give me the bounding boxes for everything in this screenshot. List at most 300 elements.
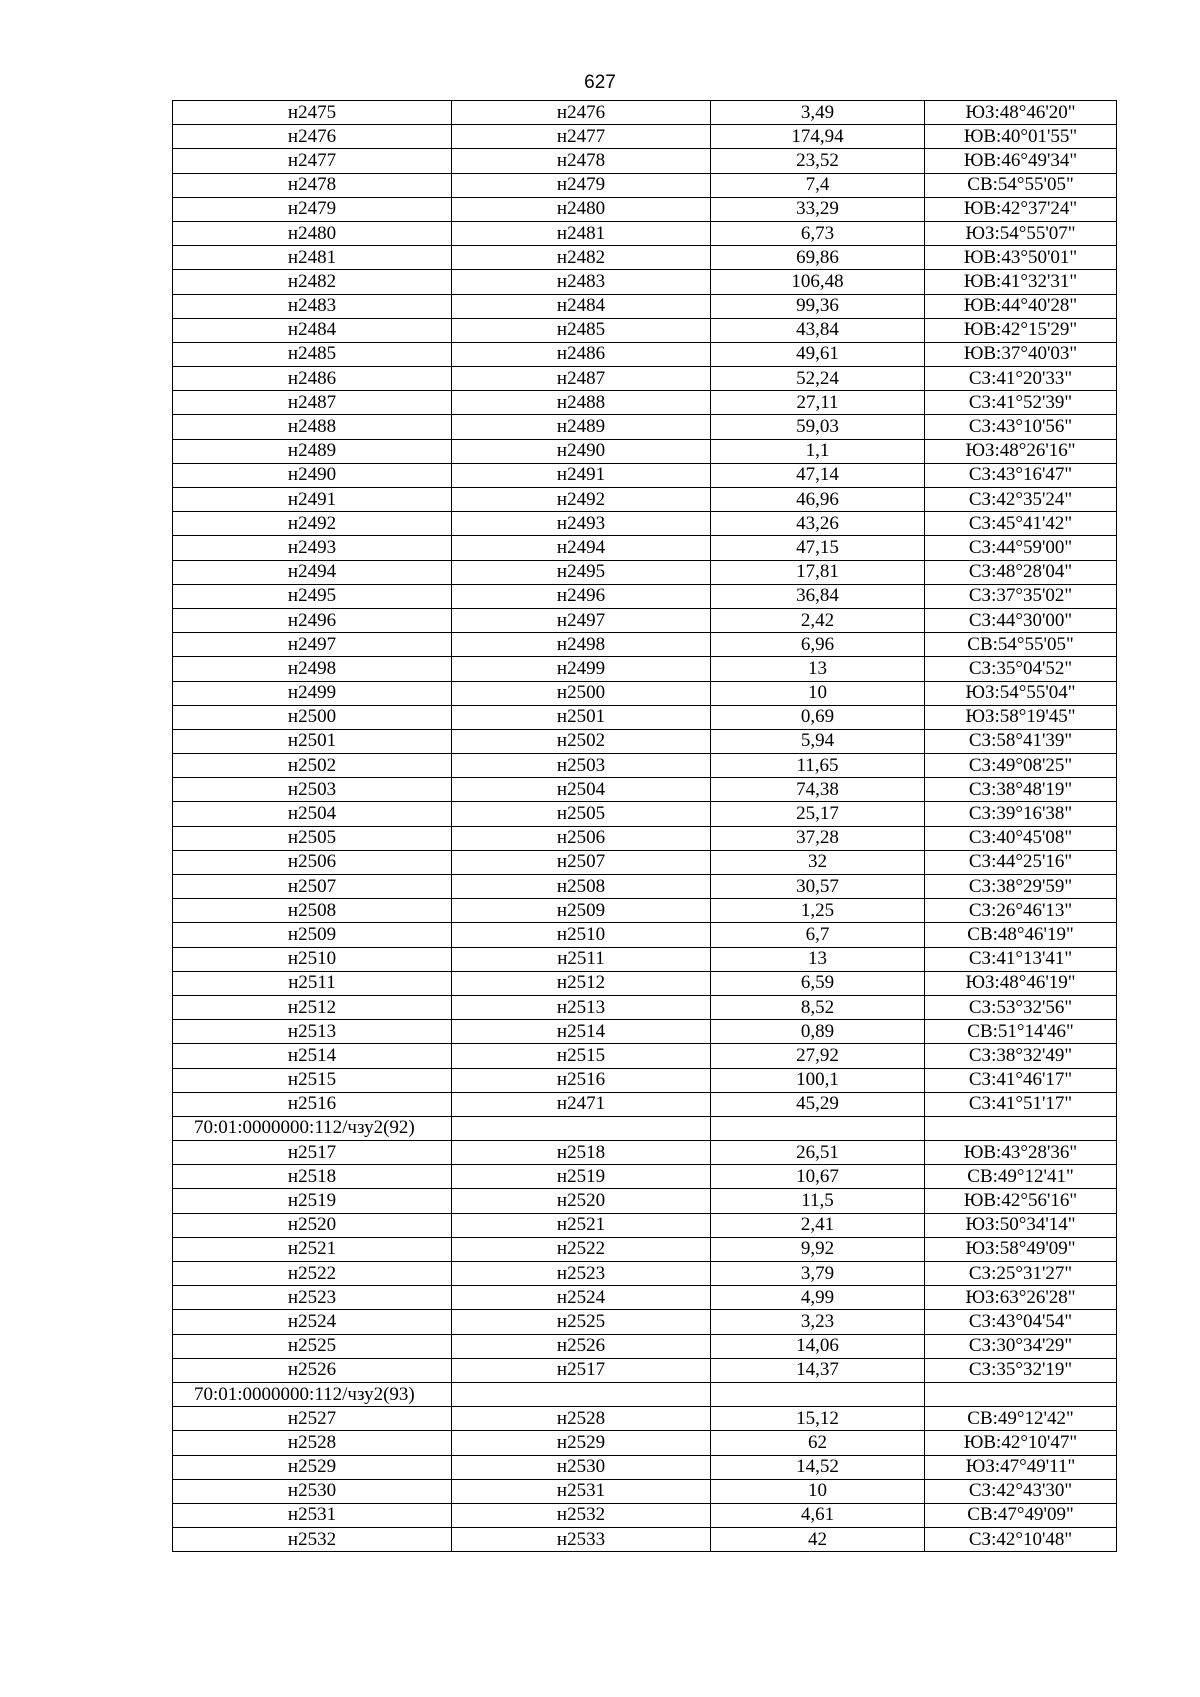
to-point-cell: н2520 (452, 1189, 711, 1213)
length-cell: 13 (711, 947, 925, 971)
empty-cell (925, 1116, 1117, 1140)
table-row (173, 367, 1117, 391)
to-point-cell: н2479 (452, 173, 711, 197)
bearing-cell: СЗ:26°46'13" (925, 899, 1117, 923)
bearing-cell: ЮВ:37°40'03" (925, 342, 1117, 366)
length-cell: 23,52 (711, 149, 925, 173)
from-point-cell: н2483 (173, 294, 452, 318)
to-point-cell: н2524 (452, 1286, 711, 1310)
empty-cell (711, 1382, 925, 1406)
table-row (173, 149, 1117, 173)
to-point-cell: н2507 (452, 850, 711, 874)
length-cell: 8,52 (711, 995, 925, 1019)
bearing-cell: ЮЗ:58°19'45" (925, 705, 1117, 729)
from-point-cell: н2485 (173, 342, 452, 366)
length-cell: 59,03 (711, 415, 925, 439)
to-point-cell: н2484 (452, 294, 711, 318)
table-row (173, 342, 1117, 366)
table-row (173, 584, 1117, 608)
from-point-cell: н2498 (173, 657, 452, 681)
length-cell: 6,7 (711, 923, 925, 947)
length-cell: 46,96 (711, 488, 925, 512)
bearing-cell: СЗ:40°45'08" (925, 826, 1117, 850)
to-point-cell: н2486 (452, 342, 711, 366)
to-point-cell: н2476 (452, 101, 711, 125)
length-cell: 10 (711, 681, 925, 705)
table-row (173, 391, 1117, 415)
to-point-cell: н2505 (452, 802, 711, 826)
from-point-cell: н2486 (173, 367, 452, 391)
to-point-cell: н2511 (452, 947, 711, 971)
length-cell: 2,41 (711, 1213, 925, 1237)
table-row (173, 1141, 1117, 1165)
table-row (173, 536, 1117, 560)
to-point-cell: н2522 (452, 1237, 711, 1261)
bearing-cell: СЗ:39°16'38" (925, 802, 1117, 826)
page-number: 627 (584, 72, 616, 93)
from-point-cell: н2528 (173, 1431, 452, 1455)
table-row (173, 875, 1117, 899)
to-point-cell: н2521 (452, 1213, 711, 1237)
bearing-cell: ЮВ:41°32'31" (925, 270, 1117, 294)
from-point-cell: н2519 (173, 1189, 452, 1213)
to-point-cell: н2494 (452, 536, 711, 560)
length-cell: 14,06 (711, 1334, 925, 1358)
from-point-cell: н2518 (173, 1165, 452, 1189)
table-row (173, 463, 1117, 487)
to-point-cell: н2487 (452, 367, 711, 391)
to-point-cell: н2493 (452, 512, 711, 536)
from-point-cell: н2477 (173, 149, 452, 173)
length-cell: 10,67 (711, 1165, 925, 1189)
to-point-cell: н2525 (452, 1310, 711, 1334)
length-cell: 0,69 (711, 705, 925, 729)
table-row (173, 125, 1117, 149)
length-cell: 45,29 (711, 1092, 925, 1116)
bearing-cell: СЗ:43°04'54" (925, 1310, 1117, 1334)
from-point-cell: н2505 (173, 826, 452, 850)
bearing-cell: СЗ:45°41'42" (925, 512, 1117, 536)
from-point-cell: н2522 (173, 1262, 452, 1286)
bearing-cell: ЮЗ:48°26'16" (925, 439, 1117, 463)
from-point-cell: н2506 (173, 850, 452, 874)
length-cell: 0,89 (711, 1020, 925, 1044)
table-row (173, 899, 1117, 923)
from-point-cell: н2520 (173, 1213, 452, 1237)
table-row (173, 1286, 1117, 1310)
to-point-cell: н2533 (452, 1528, 711, 1552)
table-row (173, 802, 1117, 826)
bearing-cell: ЮВ:42°10'47" (925, 1431, 1117, 1455)
table-row (173, 197, 1117, 221)
bearing-cell: ЮВ:40°01'55" (925, 125, 1117, 149)
from-point-cell: н2499 (173, 681, 452, 705)
to-point-cell: н2506 (452, 826, 711, 850)
from-point-cell: н2516 (173, 1092, 452, 1116)
to-point-cell: н2478 (452, 149, 711, 173)
bearing-cell: СЗ:42°35'24" (925, 488, 1117, 512)
length-cell: 14,52 (711, 1455, 925, 1479)
table-row (173, 1334, 1117, 1358)
table-row (173, 560, 1117, 584)
to-point-cell: н2482 (452, 246, 711, 270)
length-cell: 36,84 (711, 584, 925, 608)
length-cell: 106,48 (711, 270, 925, 294)
bearing-cell: СЗ:41°52'39" (925, 391, 1117, 415)
table-row (173, 608, 1117, 632)
from-point-cell: н2497 (173, 633, 452, 657)
length-cell: 4,99 (711, 1286, 925, 1310)
from-point-cell: н2508 (173, 899, 452, 923)
from-point-cell: н2531 (173, 1503, 452, 1527)
from-point-cell: н2527 (173, 1407, 452, 1431)
bearing-cell: СЗ:42°43'30" (925, 1479, 1117, 1503)
to-point-cell: н2516 (452, 1068, 711, 1092)
table-row (173, 729, 1117, 753)
from-point-cell: н2494 (173, 560, 452, 584)
length-cell: 47,15 (711, 536, 925, 560)
length-cell: 37,28 (711, 826, 925, 850)
to-point-cell: н2514 (452, 1020, 711, 1044)
bearing-cell: СЗ:43°10'56" (925, 415, 1117, 439)
to-point-cell: н2471 (452, 1092, 711, 1116)
length-cell: 15,12 (711, 1407, 925, 1431)
from-point-cell: н2504 (173, 802, 452, 826)
length-cell: 52,24 (711, 367, 925, 391)
length-cell: 69,86 (711, 246, 925, 270)
empty-cell (452, 1382, 711, 1406)
length-cell: 74,38 (711, 778, 925, 802)
to-point-cell: н2504 (452, 778, 711, 802)
table-row (173, 947, 1117, 971)
table-row (173, 294, 1117, 318)
boundary-segments-table (172, 100, 1117, 1552)
table-row (173, 995, 1117, 1019)
from-point-cell: н2529 (173, 1455, 452, 1479)
to-point-cell: н2523 (452, 1262, 711, 1286)
table-row (173, 705, 1117, 729)
bearing-cell: СВ:54°55'05" (925, 173, 1117, 197)
bearing-cell: СЗ:58°41'39" (925, 729, 1117, 753)
from-point-cell: н2476 (173, 125, 452, 149)
length-cell: 49,61 (711, 342, 925, 366)
to-point-cell: н2489 (452, 415, 711, 439)
parcel-header-row (173, 1382, 1117, 1406)
to-point-cell: н2497 (452, 608, 711, 632)
length-cell: 1,25 (711, 899, 925, 923)
length-cell: 27,11 (711, 391, 925, 415)
length-cell: 3,49 (711, 101, 925, 125)
bearing-cell: ЮЗ:63°26'28" (925, 1286, 1117, 1310)
bearing-cell: ЮЗ:47°49'11" (925, 1455, 1117, 1479)
table-row (173, 221, 1117, 245)
length-cell: 33,29 (711, 197, 925, 221)
table-row (173, 318, 1117, 342)
length-cell: 11,65 (711, 754, 925, 778)
length-cell: 174,94 (711, 125, 925, 149)
bearing-cell: СЗ:35°32'19" (925, 1358, 1117, 1382)
from-point-cell: н2484 (173, 318, 452, 342)
to-point-cell: н2530 (452, 1455, 711, 1479)
bearing-cell: ЮЗ:58°49'09" (925, 1237, 1117, 1261)
to-point-cell: н2485 (452, 318, 711, 342)
length-cell: 6,96 (711, 633, 925, 657)
to-point-cell: н2477 (452, 125, 711, 149)
from-point-cell: н2492 (173, 512, 452, 536)
bearing-cell: СЗ:44°25'16" (925, 850, 1117, 874)
to-point-cell: н2496 (452, 584, 711, 608)
to-point-cell: н2483 (452, 270, 711, 294)
bearing-cell: СВ:49°12'41" (925, 1165, 1117, 1189)
length-cell: 5,94 (711, 729, 925, 753)
to-point-cell: н2481 (452, 221, 711, 245)
to-point-cell: н2518 (452, 1141, 711, 1165)
from-point-cell: н2479 (173, 197, 452, 221)
length-cell: 14,37 (711, 1358, 925, 1382)
length-cell: 3,23 (711, 1310, 925, 1334)
bearing-cell: ЮВ:46°49'34" (925, 149, 1117, 173)
to-point-cell: н2488 (452, 391, 711, 415)
table-row (173, 778, 1117, 802)
from-point-cell: н2532 (173, 1528, 452, 1552)
from-point-cell: н2478 (173, 173, 452, 197)
bearing-cell: СЗ:35°04'52" (925, 657, 1117, 681)
empty-cell (711, 1116, 925, 1140)
to-point-cell: н2531 (452, 1479, 711, 1503)
table-row (173, 1237, 1117, 1261)
to-point-cell: н2500 (452, 681, 711, 705)
table-row (173, 1092, 1117, 1116)
from-point-cell: н2488 (173, 415, 452, 439)
length-cell: 32 (711, 850, 925, 874)
from-point-cell: н2487 (173, 391, 452, 415)
bearing-cell: СВ:49°12'42" (925, 1407, 1117, 1431)
table-row (173, 1189, 1117, 1213)
from-point-cell: н2514 (173, 1044, 452, 1068)
bearing-cell: ЮВ:42°56'16" (925, 1189, 1117, 1213)
length-cell: 43,84 (711, 318, 925, 342)
table-row (173, 1068, 1117, 1092)
bearing-cell: ЮЗ:50°34'14" (925, 1213, 1117, 1237)
table-row (173, 439, 1117, 463)
from-point-cell: н2530 (173, 1479, 452, 1503)
bearing-cell: ЮВ:43°28'36" (925, 1141, 1117, 1165)
length-cell: 13 (711, 657, 925, 681)
table-row (173, 1431, 1117, 1455)
table-row (173, 1407, 1117, 1431)
bearing-cell: СВ:48°46'19" (925, 923, 1117, 947)
to-point-cell: н2529 (452, 1431, 711, 1455)
to-point-cell: н2502 (452, 729, 711, 753)
from-point-cell: н2512 (173, 995, 452, 1019)
table-row (173, 1262, 1117, 1286)
bearing-cell: СЗ:38°32'49" (925, 1044, 1117, 1068)
length-cell: 17,81 (711, 560, 925, 584)
parcel-header-row (173, 1116, 1117, 1140)
from-point-cell: н2503 (173, 778, 452, 802)
length-cell: 1,1 (711, 439, 925, 463)
bearing-cell: ЮЗ:48°46'20" (925, 101, 1117, 125)
from-point-cell: н2495 (173, 584, 452, 608)
to-point-cell: н2528 (452, 1407, 711, 1431)
bearing-cell: СЗ:38°48'19" (925, 778, 1117, 802)
table-row (173, 1479, 1117, 1503)
bearing-cell: ЮВ:43°50'01" (925, 246, 1117, 270)
bearing-cell: СЗ:48°28'04" (925, 560, 1117, 584)
to-point-cell: н2517 (452, 1358, 711, 1382)
bearing-cell: СВ:54°55'05" (925, 633, 1117, 657)
length-cell: 30,57 (711, 875, 925, 899)
from-point-cell: н2515 (173, 1068, 452, 1092)
table-row (173, 1020, 1117, 1044)
table-row (173, 923, 1117, 947)
to-point-cell: н2526 (452, 1334, 711, 1358)
bearing-cell: СЗ:30°34'29" (925, 1334, 1117, 1358)
bearing-cell: ЮВ:42°37'24" (925, 197, 1117, 221)
table-row (173, 415, 1117, 439)
from-point-cell: н2517 (173, 1141, 452, 1165)
from-point-cell: н2493 (173, 536, 452, 560)
length-cell: 10 (711, 1479, 925, 1503)
from-point-cell: н2502 (173, 754, 452, 778)
length-cell: 2,42 (711, 608, 925, 632)
from-point-cell: н2524 (173, 1310, 452, 1334)
length-cell: 4,61 (711, 1503, 925, 1527)
length-cell: 7,4 (711, 173, 925, 197)
table-row (173, 850, 1117, 874)
table-row (173, 1213, 1117, 1237)
from-point-cell: н2496 (173, 608, 452, 632)
to-point-cell: н2492 (452, 488, 711, 512)
table-row (173, 173, 1117, 197)
bearing-cell: СЗ:53°32'56" (925, 995, 1117, 1019)
to-point-cell: н2480 (452, 197, 711, 221)
to-point-cell: н2508 (452, 875, 711, 899)
to-point-cell: н2499 (452, 657, 711, 681)
from-point-cell: н2510 (173, 947, 452, 971)
bearing-cell: СЗ:43°16'47" (925, 463, 1117, 487)
length-cell: 99,36 (711, 294, 925, 318)
from-point-cell: н2511 (173, 971, 452, 995)
from-point-cell: н2507 (173, 875, 452, 899)
length-cell: 26,51 (711, 1141, 925, 1165)
table-row (173, 754, 1117, 778)
from-point-cell: н2482 (173, 270, 452, 294)
length-cell: 62 (711, 1431, 925, 1455)
to-point-cell: н2513 (452, 995, 711, 1019)
to-point-cell: н2498 (452, 633, 711, 657)
from-point-cell: н2489 (173, 439, 452, 463)
bearing-cell: ЮВ:44°40'28" (925, 294, 1117, 318)
table-row (173, 681, 1117, 705)
table-row (173, 101, 1117, 125)
from-point-cell: н2491 (173, 488, 452, 512)
table-row (173, 1044, 1117, 1068)
length-cell: 11,5 (711, 1189, 925, 1213)
bearing-cell: СЗ:41°46'17" (925, 1068, 1117, 1092)
bearing-cell: СЗ:42°10'48" (925, 1528, 1117, 1552)
parcel-label: 70:01:0000000:112/чзу2(93) (173, 1382, 452, 1406)
table-row (173, 826, 1117, 850)
length-cell: 27,92 (711, 1044, 925, 1068)
bearing-cell: СЗ:38°29'59" (925, 875, 1117, 899)
table-row (173, 1165, 1117, 1189)
to-point-cell: н2490 (452, 439, 711, 463)
length-cell: 47,14 (711, 463, 925, 487)
from-point-cell: н2509 (173, 923, 452, 947)
length-cell: 6,59 (711, 971, 925, 995)
bearing-cell: СЗ:49°08'25" (925, 754, 1117, 778)
from-point-cell: н2490 (173, 463, 452, 487)
from-point-cell: н2500 (173, 705, 452, 729)
table-row (173, 633, 1117, 657)
from-point-cell: н2480 (173, 221, 452, 245)
table-row (173, 512, 1117, 536)
length-cell: 6,73 (711, 221, 925, 245)
table-row (173, 270, 1117, 294)
bearing-cell: ЮЗ:48°46'19" (925, 971, 1117, 995)
from-point-cell: н2523 (173, 1286, 452, 1310)
table-row (173, 1358, 1117, 1382)
table-row (173, 1503, 1117, 1527)
parcel-label: 70:01:0000000:112/чзу2(92) (173, 1116, 452, 1140)
bearing-cell: СВ:51°14'46" (925, 1020, 1117, 1044)
to-point-cell: н2495 (452, 560, 711, 584)
to-point-cell: н2532 (452, 1503, 711, 1527)
length-cell: 43,26 (711, 512, 925, 536)
bearing-cell: ЮВ:42°15'29" (925, 318, 1117, 342)
table-row (173, 488, 1117, 512)
from-point-cell: н2526 (173, 1358, 452, 1382)
from-point-cell: н2521 (173, 1237, 452, 1261)
empty-cell (925, 1382, 1117, 1406)
table-row (173, 657, 1117, 681)
length-cell: 3,79 (711, 1262, 925, 1286)
bearing-cell: СЗ:37°35'02" (925, 584, 1117, 608)
bearing-cell: СЗ:44°59'00" (925, 536, 1117, 560)
to-point-cell: н2509 (452, 899, 711, 923)
bearing-cell: ЮЗ:54°55'04" (925, 681, 1117, 705)
from-point-cell: н2525 (173, 1334, 452, 1358)
to-point-cell: н2512 (452, 971, 711, 995)
table-row (173, 1455, 1117, 1479)
bearing-cell: СЗ:41°20'33" (925, 367, 1117, 391)
to-point-cell: н2503 (452, 754, 711, 778)
table-row (173, 971, 1117, 995)
bearing-cell: СЗ:44°30'00" (925, 608, 1117, 632)
table-row (173, 1528, 1117, 1552)
from-point-cell: н2501 (173, 729, 452, 753)
to-point-cell: н2519 (452, 1165, 711, 1189)
from-point-cell: н2475 (173, 101, 452, 125)
table-row (173, 246, 1117, 270)
to-point-cell: н2515 (452, 1044, 711, 1068)
bearing-cell: СЗ:41°13'41" (925, 947, 1117, 971)
from-point-cell: н2513 (173, 1020, 452, 1044)
bearing-cell: СЗ:41°51'17" (925, 1092, 1117, 1116)
length-cell: 25,17 (711, 802, 925, 826)
table-body (173, 101, 1117, 1552)
bearing-cell: ЮЗ:54°55'07" (925, 221, 1117, 245)
length-cell: 100,1 (711, 1068, 925, 1092)
bearing-cell: СВ:47°49'09" (925, 1503, 1117, 1527)
to-point-cell: н2510 (452, 923, 711, 947)
empty-cell (452, 1116, 711, 1140)
length-cell: 42 (711, 1528, 925, 1552)
length-cell: 9,92 (711, 1237, 925, 1261)
to-point-cell: н2491 (452, 463, 711, 487)
bearing-cell: СЗ:25°31'27" (925, 1262, 1117, 1286)
